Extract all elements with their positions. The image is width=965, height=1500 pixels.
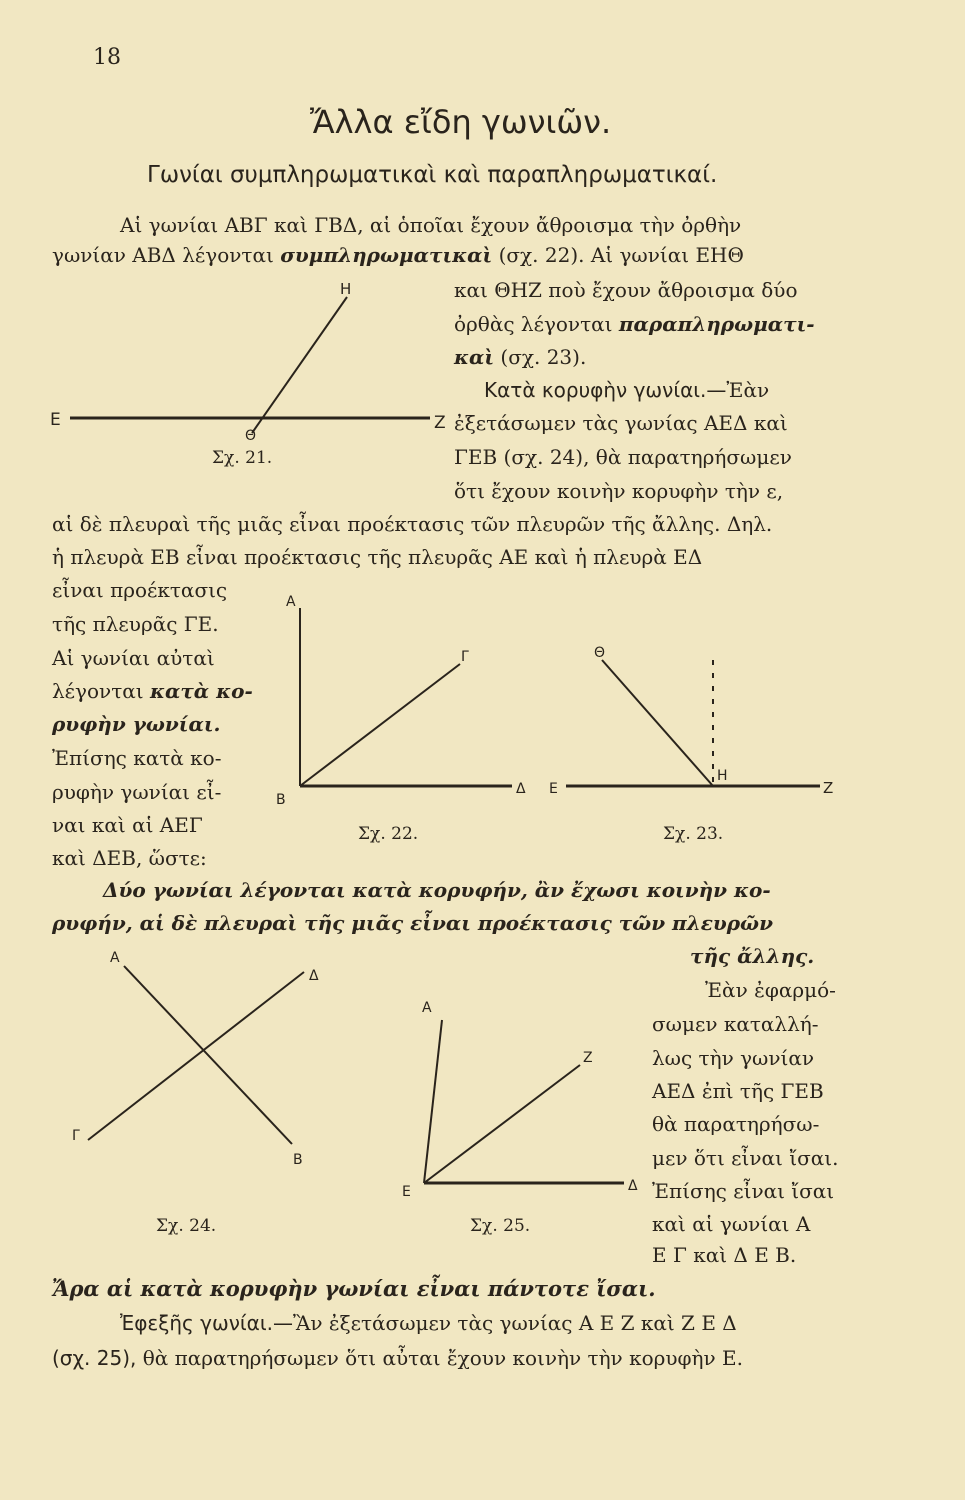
fig23-caption: Σχ. 23. bbox=[663, 824, 724, 844]
page-number: 18 bbox=[93, 45, 121, 70]
fig24-label-b: Β bbox=[293, 1152, 303, 1168]
fig24-label-a: Α bbox=[110, 950, 120, 966]
fig25-label-z: Ζ bbox=[583, 1050, 593, 1066]
paragraph-line: ρυφὴν γωνίαι. bbox=[52, 712, 221, 736]
paragraph-line: Ἐπίσης εἶναι ἴσαι bbox=[652, 1179, 835, 1203]
paragraph-line: Ἐπίσης κατὰ κο- bbox=[52, 746, 222, 770]
paragraph-line: καὶ (σχ. 23). bbox=[454, 345, 587, 369]
fig25-line-ea bbox=[424, 1020, 442, 1183]
fig22-label-b: Β bbox=[276, 792, 286, 808]
fig21-label-theta: Θ bbox=[245, 428, 257, 444]
fig24-label-d: Δ bbox=[309, 968, 319, 984]
paragraph-line: ΑΕΔ ἐπὶ τῆς ΓΕΒ bbox=[652, 1079, 824, 1103]
paragraph-line: θὰ παρατηρήσω- bbox=[652, 1112, 820, 1136]
paragraph-line: καὶ ΔΕΒ, ὥστε: bbox=[52, 846, 207, 870]
fig24-caption: Σχ. 24. bbox=[156, 1216, 217, 1236]
paragraph-line: ἐξετάσωμεν τὰς γωνίας ΑΕΔ καὶ bbox=[454, 411, 788, 435]
section-title-complementary: Γωνίαι συμπληρωματικαὶ καὶ παραπληρωματικαί. bbox=[147, 162, 718, 188]
paragraph-line: Ε Γ καὶ Δ Ε Β. bbox=[652, 1243, 797, 1267]
paragraph-line: ΓΕΒ (σχ. 24), θὰ παρατηρήσωμεν bbox=[454, 445, 792, 469]
fig25-caption: Σχ. 25. bbox=[470, 1216, 531, 1236]
conclusion: Ἄρα αἱ κατὰ κορυφὴν γωνίαι εἶναι πάντοτε ἴσαι. bbox=[52, 1276, 656, 1301]
paragraph-line: (σχ. 25), θὰ παρατηρήσωμεν ὅτι αὖται ἔχουν κοινὴν τὴν κορυφὴν Ε. bbox=[52, 1346, 743, 1370]
fig22-label-g: Γ bbox=[461, 649, 469, 665]
paragraph-line: καὶ αἱ γωνίαι Α bbox=[652, 1212, 811, 1236]
section-title-vertical-angles: Κατὰ κορυφὴν γωνίαι.—Ἐὰν bbox=[484, 378, 770, 402]
paragraph-line: Ἐὰν ἐφαρμό- bbox=[705, 978, 836, 1002]
fig25-label-e: Ε bbox=[402, 1184, 411, 1200]
section-title-adjacent-angles: Ἐφεξῆς γωνίαι.—Ἂν ἐξετάσωμεν τὰς γωνίας Α Ε Ζ καὶ Ζ Ε Δ bbox=[120, 1311, 737, 1335]
page-heading: Ἄλλα εἴδη γωνιῶν. bbox=[310, 103, 612, 141]
fig23-label-theta: Θ bbox=[594, 645, 606, 661]
paragraph-line: ὅτι ἔχουν κοινὴν κορυφὴν τὴν ε, bbox=[454, 479, 784, 503]
paragraph-line: λως τὴν γωνίαν bbox=[652, 1046, 815, 1070]
paragraph-line: ὀρθὰς λέγονται παραπληρωματι- bbox=[454, 312, 815, 336]
fig22-label-a: Α bbox=[286, 594, 296, 610]
paragraph-line: Αἱ γωνίαι αὐταὶ bbox=[52, 646, 215, 670]
definition-line: ρυφήν, αἱ δὲ πλευραὶ τῆς μιᾶς εἶναι προέκτασις τῶν πλευρῶν bbox=[52, 911, 773, 935]
paragraph-line: ἡ πλευρὰ ΕΒ εἶναι προέκτασις τῆς πλευρᾶς ΑΕ καὶ ἡ πλευρὰ ΕΔ bbox=[52, 545, 703, 569]
paragraph-line: τῆς πλευρᾶς ΓΕ. bbox=[52, 612, 219, 636]
fig25-label-d: Δ bbox=[628, 1178, 638, 1194]
paragraph-line: ναι καὶ αἱ ΑΕΓ bbox=[52, 813, 203, 837]
fig22-caption: Σχ. 22. bbox=[358, 824, 419, 844]
definition-line: Δύο γωνίαι λέγονται κατὰ κορυφήν, ἂν ἔχωσι κοινὴν κο- bbox=[103, 878, 771, 902]
fig23-label-h: Η bbox=[717, 768, 728, 784]
fig23-label-z: Ζ bbox=[823, 779, 834, 797]
fig25-line-ez bbox=[424, 1065, 580, 1183]
paragraph-line: γωνίαν ΑΒΔ λέγονται συμπληρωματικαὶ (σχ. 22). Αἱ γωνίαι ΕΗΘ bbox=[52, 243, 744, 267]
paragraph-line: και ΘΗΖ ποὺ ἔχουν ἄθροισμα δύο bbox=[454, 278, 798, 302]
fig21-label-h: Η bbox=[340, 280, 352, 298]
fig21-label-e: Ε bbox=[50, 410, 61, 430]
paragraph-line: σωμεν καταλλή- bbox=[652, 1012, 819, 1036]
paragraph-line: αἱ δὲ πλευραὶ τῆς μιᾶς εἶναι προέκτασις τῶν πλευρῶν τῆς ἄλλης. Δηλ. bbox=[52, 512, 773, 536]
fig21-caption: Σχ. 21. bbox=[212, 448, 273, 468]
fig24-label-g: Γ bbox=[72, 1128, 80, 1144]
fig23-label-e: Ε bbox=[549, 781, 558, 797]
paragraph-line: Αἱ γωνίαι ΑΒΓ καὶ ΓΒΔ, αἱ ὁποῖαι ἔχουν ἄθροισμα τὴν ὀρθὴν bbox=[120, 213, 742, 237]
definition-line: τῆς ἄλλης. bbox=[690, 944, 815, 968]
fig21-label-z: Ζ bbox=[434, 413, 446, 433]
paragraph-line: εἶναι προέκτασις bbox=[52, 578, 228, 602]
paragraph-line: λέγονται κατὰ κο- bbox=[52, 679, 253, 703]
fig25-label-a: Α bbox=[422, 1000, 432, 1016]
paragraph-line: ρυφὴν γωνίαι εἶ- bbox=[52, 780, 222, 804]
paragraph-line: μεν ὅτι εἶναι ἴσαι. bbox=[652, 1146, 839, 1170]
fig22-label-d: Δ bbox=[516, 781, 526, 797]
